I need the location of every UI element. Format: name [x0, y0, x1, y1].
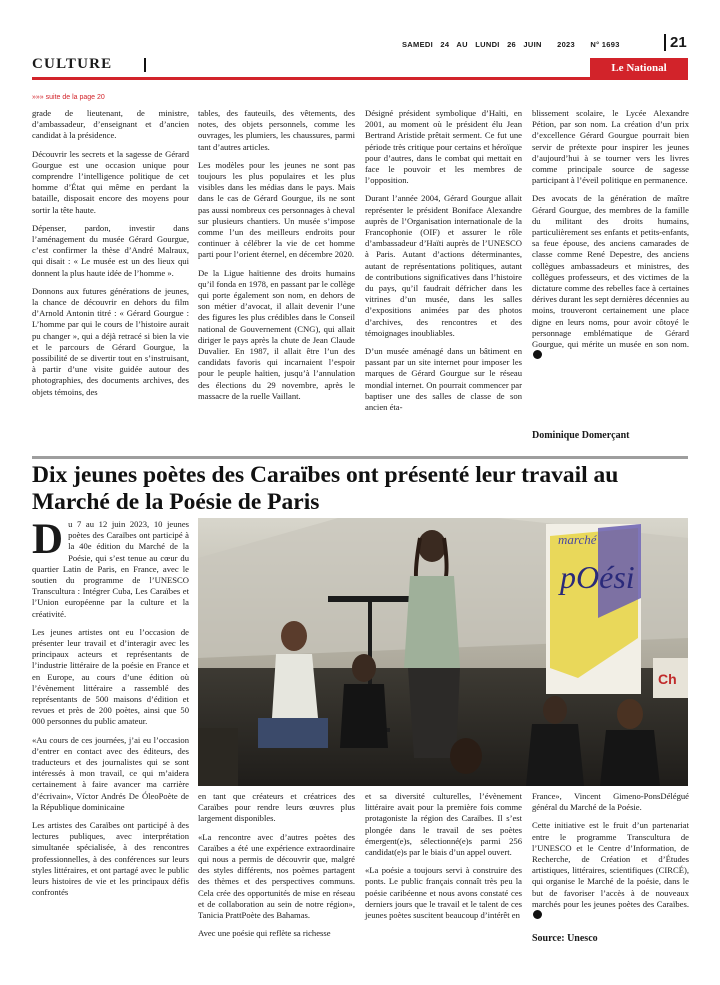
main-article-column-2 — [198, 791, 355, 946]
banner-text-2: pOési — [560, 559, 635, 595]
main-article-column-1 — [32, 516, 189, 906]
paragraph: D’un musée aménagé dans un bâtiment en passant par un site internet pour imposer les marques de Gérard Gourgue sur le réseau mondial internet. On pourrait commencer par baptiser une des salles de classe de son ancien éta- — [365, 346, 522, 413]
main-article-column-4 — [532, 791, 689, 928]
drop-cap: D — [32, 516, 64, 563]
paragraph: Désigné président symbolique d’Haïti, en 2001, au moment où le président élu Jean Bertrand Aristide prêtait serment. Ce fut une période très critique pour certains et héroïque pour d’autres, dans le combat qui mettait en face le pouvoir et les membres de l’opposition. — [365, 108, 522, 186]
banner-text-3: Ch — [658, 671, 677, 687]
issue-au: AU — [456, 40, 468, 49]
paragraph: «Au cours de ces journées, j’ai eu l’occasion d’entrer en contact avec des éditeurs, des traducteurs et des journalistes qui se sont intéressés à mon travail, ce qui m’aidera certainement à faire avancer ma carrière d’écrivain», Víctor Andrés De ÓleoPoète de la République dominicaine — [32, 734, 189, 812]
paragraph: Donnons aux futures générations de jeunes, la chance de découvrir en dehors du film d’Arnold Antonin titré : « Gérard Gourgue : L’homme par qui le cours de l’histoire aurait pu changer », qui a déjà retracé si bien la vie et le parcours de Gérard Gourgue, la possibilité de se divertir tout en s’instruisant, à partir d’une visite guidée autour des photographies, des documents archives, des objets témoins, des — [32, 285, 189, 397]
top-article-column-2 — [198, 108, 355, 409]
lead-text: u 7 au 12 juin 2023, 10 jeunes poètes des Caraïbes ont participé à la 40e édition du Marché de la Poésie, qui s’est tenue au cœur du quartier Latin de Paris, en France, avec le soutien du programme de l’UNESCO Transcultura : Intégrer Cuba, Les Caraïbes et l’Union européenne par la culture et la créativité. — [32, 519, 189, 619]
top-article-column-1 — [32, 108, 189, 405]
paragraph: Découvrir les secrets et la sagesse de Gérard Gourgue est une occasion unique pour comprendre l’intelligence politique de cet homme d’État qui même en perdant la bataille, disposait encore des moyens pour sortir la tête haute. — [32, 148, 189, 215]
issue-date-end: 26 — [507, 40, 517, 49]
paragraph-text: Cette initiative est le fruit d’un partenariat entre le programme Transcultura de l’UNESCO et le Centre d’Information, de Recherche, de Création et d’Études artistiques, littéraires, scientifiques (CIRCÉ), qui organise le Marché de la poésie, dans le but de favoriser l’accès à de nouveaux marchés pour les jeunes poètes des Caraïbes. — [532, 820, 689, 909]
page-number: 21 — [664, 34, 687, 51]
end-mark-icon — [533, 350, 542, 359]
author-signature: Dominique Domerçant — [532, 430, 630, 441]
issue-meta — [402, 40, 662, 49]
paragraph: Durant l’année 2004, Gérard Gourgue allait représenter le président Boniface Alexandre auprès de l’Organisation internationale de la Francophonie (OIF) et assurer le rôle d’ambassadeur d’Haïti auprès de l’UNESCO à Paris. Autant d’actions déterminantes, autant de représentations politiques, autant de contributions significatives dans l’histoire du pays, qu’il faudrait défricher dans les vitrines d’un musée, dans les salles d’expositions animées par des photos d’archives, des rencontres et des témoignages inoubliables. — [365, 193, 522, 338]
paragraph: «La rencontre avec d’autres poètes des Caraïbes a été une expérience extraordinaire qui nous a permis de découvrir que, malgré des styles différents, nos poèmes partagent des thèmes et des perspectives communs. Cela crée des opportunités de mise en réseau et de collaboration au sein de notre région», Tanicia PrattPoète des Bahamas. — [198, 831, 355, 921]
issue-year: 2023 — [557, 40, 575, 49]
paragraph: blissement scolaire, le Lycée Alexandre Pétion, par son nom. La création d’un prix d’excellence Gérard Gourgue pourrait bien servir de prétexte pour inspirer les jeunes d’aujourd’hui à se tourner vers les livres comme principale source de sagesse participant à l’éveil politique en permanence. — [532, 108, 689, 186]
issue-day: SAMEDI — [402, 40, 433, 49]
paragraph: Les modèles pour les jeunes ne sont pas toujours les plus populaires et les plus visibles dans les médias dans le pays. Mais dans le cas de Gérard Gourgue, ils ne sont pas aussi nombreux ces personnages à cheval sur plusieurs chantiers. Un musée s’impose comme l’un des meilleurs endroits pour continuer à célébrer la vie de cet homme parti pour l’orient éternel, en décembre 2020. — [198, 159, 355, 260]
paragraph — [532, 820, 689, 921]
brand-tab: Le National — [590, 58, 688, 78]
main-article-column-3 — [365, 791, 522, 928]
paragraph: tables, des fauteuils, des vêtements, des notes, des objets personnels, comme les ouvrages, les plumiers, les chaussures, parmi tant d’autres articles. — [198, 108, 355, 152]
issue-month: JUIN — [523, 40, 542, 49]
article-divider — [32, 456, 688, 459]
issue-date-start: 24 — [440, 40, 450, 49]
paragraph: «La poésie a toujours servi à construire des ponts. Le public français connaît très peu la poésie caribéenne et nous avons constaté ces derniers jours que le travail et le talent de ces jeunes poètes suscitent beaucoup d’intérêt en — [365, 865, 522, 921]
top-article-column-4 — [532, 108, 689, 368]
paragraph-text: Des avocats de la génération de maître Gérard Gourgue, des membres de la famille du militant des droits humains, particulièrement ses enfants et petits-enfants, sa feue épouse, des anciens camarades de classe comme René Depestre, des anciens collègues ambassadeurs et ministres, des collègues professeurs, et des victimes de la dictature comme des rebelles face à certaines dérives durant les sept dernières décennies au moins, trouveront certainement une place digne en leurs noms, pour avoir côtoyé le personnage emblématique de Gérard Gourgue, qui mérite un musée en son nom. — [532, 193, 689, 350]
paragraph — [532, 193, 689, 361]
paragraph: France», Vincent Gimeno-PonsDélégué général du Marché de la Poésie. — [532, 791, 689, 813]
paragraph: Avec une poésie qui reflète sa richesse — [198, 928, 331, 939]
paragraph: Les jeunes artistes ont eu l’occasion de présenter leur travail et d’interagir avec les principaux acteurs et représentants de l’industrie littéraire de la poésie en France et en Europe, au cours d’une édition où l’évènement littéraire a rassemblé des représentants de 500 maisons d’édition et revues et près de 200 poètes, ainsi que 50 000 personnes du public amateur. — [32, 626, 189, 727]
paragraph: Dépenser, pardon, investir dans l’aménagement du musée Gérard Gourgue, c’est confirmer la thèse d’André Malraux, qui disait : « Le musée est un des lieux qui donnent la plus haute idée de l’homme ». — [32, 222, 189, 278]
event-photo-image — [198, 518, 688, 786]
top-article-column-3 — [365, 108, 522, 420]
paragraph: grade de lieutenant, de ministre, d’ambassadeur, d’enseignant et d’ancien candidat à la présidence. — [32, 108, 189, 141]
event-photo — [198, 518, 688, 786]
section-rule — [32, 77, 688, 80]
issue-day-end: LUNDI — [475, 40, 500, 49]
article-source: Source: Unesco — [532, 933, 598, 944]
paragraph: en tant que créateurs et créatrices des Caraïbes pour rendre leurs œuvres plus largement disponibles. — [198, 791, 355, 824]
paragraph: et sa diversité culturelles, l’évènement littéraire avait pour la première fois comme protagoniste la région des Caraïbes. Il s’est plongée dans le travail de ses poètes émergent(e)s, sélectionné(e)s parmi 256 candidat(e)s par le biais d’un appel ouvert. — [365, 791, 522, 858]
article-headline: Dix jeunes poètes des Caraïbes ont présenté leur travail au Marché de la Poésie de Paris — [32, 462, 619, 515]
section-title: CULTURE — [32, 56, 113, 72]
lead-paragraph — [32, 516, 189, 620]
paragraph: Les artistes des Caraïbes ont participé à des lectures publiques, avec interprétation simultanée spécialisée, à des rencontres professionnelles, à des conférences sur leurs styles littéraires, et ont partagé avec le public leurs histoires de vie et les principaux défis confrontés — [32, 820, 189, 898]
continued-from-link[interactable]: »»» suite de la page 20 — [32, 94, 105, 101]
section-divider — [144, 58, 146, 72]
paragraph: De la Ligue haïtienne des droits humains qu’il fonda en 1978, en passant par le collège qui porte également son nom, en dehors de son métier d’avocat, il allait devenir l’une des figures les plus crédibles dans le Conseil national de Gouvernement (CNG), qui allait diriger le pays après la chute de Jean Claude Duvalier. En 1987, il allait être l’un des candidats favoris qui incarnaient l’espoir pour le peuple haïtien, jusqu’à l’annulation des élections du 29 novembre, après le massacre de la ruelle Vaillant. — [198, 267, 355, 401]
issue-number: N° 1693 — [590, 40, 620, 49]
end-mark-icon — [533, 910, 542, 919]
banner-text-1: marché — [558, 532, 597, 547]
